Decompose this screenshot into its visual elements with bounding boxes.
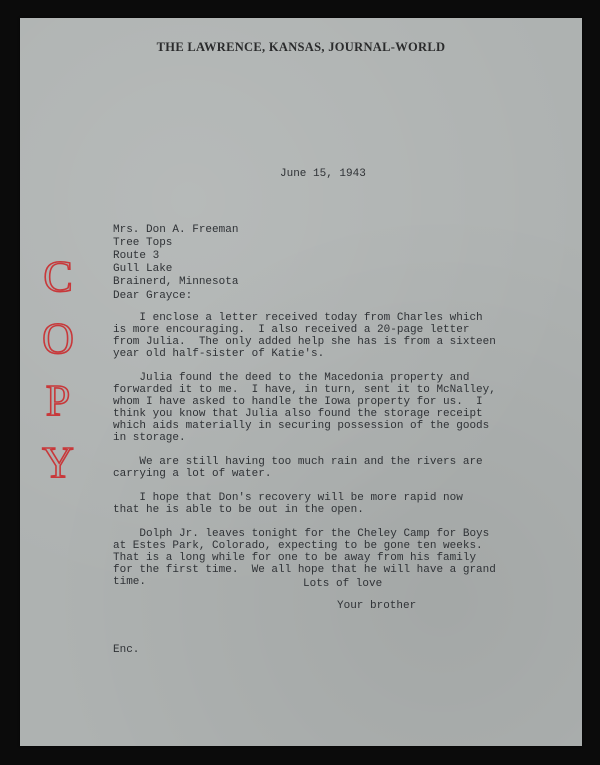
body-line: is more encouraging. I also received a 20-page letter	[113, 324, 470, 336]
address-line: Brainerd, Minnesota	[113, 276, 239, 288]
copy-stamp	[38, 246, 78, 494]
paragraph	[113, 456, 533, 480]
salutation: Dear Grayce:	[113, 290, 193, 302]
copy-stamp-letter: O	[42, 314, 74, 363]
body-line: carrying a lot of water.	[113, 468, 272, 480]
body-line: at Estes Park, Colorado, expecting to be gone ten weeks.	[113, 540, 483, 552]
body-line: Julia found the deed to the Macedonia property and	[113, 372, 470, 384]
body-line: forwarded it to me. I have, in turn, sent it to McNalley,	[113, 384, 496, 396]
address-line: Mrs. Don A. Freeman	[113, 224, 239, 236]
address-line: Tree Tops	[113, 237, 173, 249]
signoff: Your brother	[337, 600, 417, 612]
closing: Lots of love	[303, 578, 383, 590]
letter-page	[20, 18, 582, 746]
address-line: Route 3	[113, 250, 160, 262]
copy-stamp-letter: Y	[42, 438, 74, 487]
letter-date: June 15, 1943	[280, 168, 366, 180]
enclosure-note: Enc.	[113, 644, 140, 656]
paragraph	[113, 492, 533, 516]
body-line: We are still having too much rain and the rivers are	[113, 456, 483, 468]
body-line: I hope that Don's recovery will be more rapid now	[113, 492, 463, 504]
body-line: think you know that Julia also found the storage receipt	[113, 408, 483, 420]
body-line: which aids materially in securing possession of the goods	[113, 420, 490, 432]
body-line: time.	[113, 576, 147, 588]
body-line: that he is able to be out in the open.	[113, 504, 364, 516]
body-line: whom I have asked to handle the Iowa property for us. I	[113, 396, 483, 408]
copy-stamp-letter: C	[43, 252, 73, 301]
body-line: from Julia. The only added help she has is from a sixteen	[113, 336, 496, 348]
body-line: That is a long while for one to be away from his family	[113, 552, 477, 564]
letter-body	[113, 312, 533, 600]
copy-stamp-letter: P	[45, 376, 71, 425]
address-line: Gull Lake	[113, 263, 173, 275]
body-line: for the first time. We all hope that he will have a grand	[113, 564, 496, 576]
paragraph	[113, 372, 533, 444]
body-line: year old half-sister of Katie's.	[113, 348, 325, 360]
body-line: I enclose a letter received today from Charles which	[113, 312, 483, 324]
body-line: Dolph Jr. leaves tonight for the Cheley Camp for Boys	[113, 528, 490, 540]
body-line: in storage.	[113, 432, 186, 444]
paragraph	[113, 312, 533, 360]
letterhead: THE LAWRENCE, KANSAS, JOURNAL-WORLD	[156, 40, 446, 54]
recipient-address	[113, 224, 238, 289]
